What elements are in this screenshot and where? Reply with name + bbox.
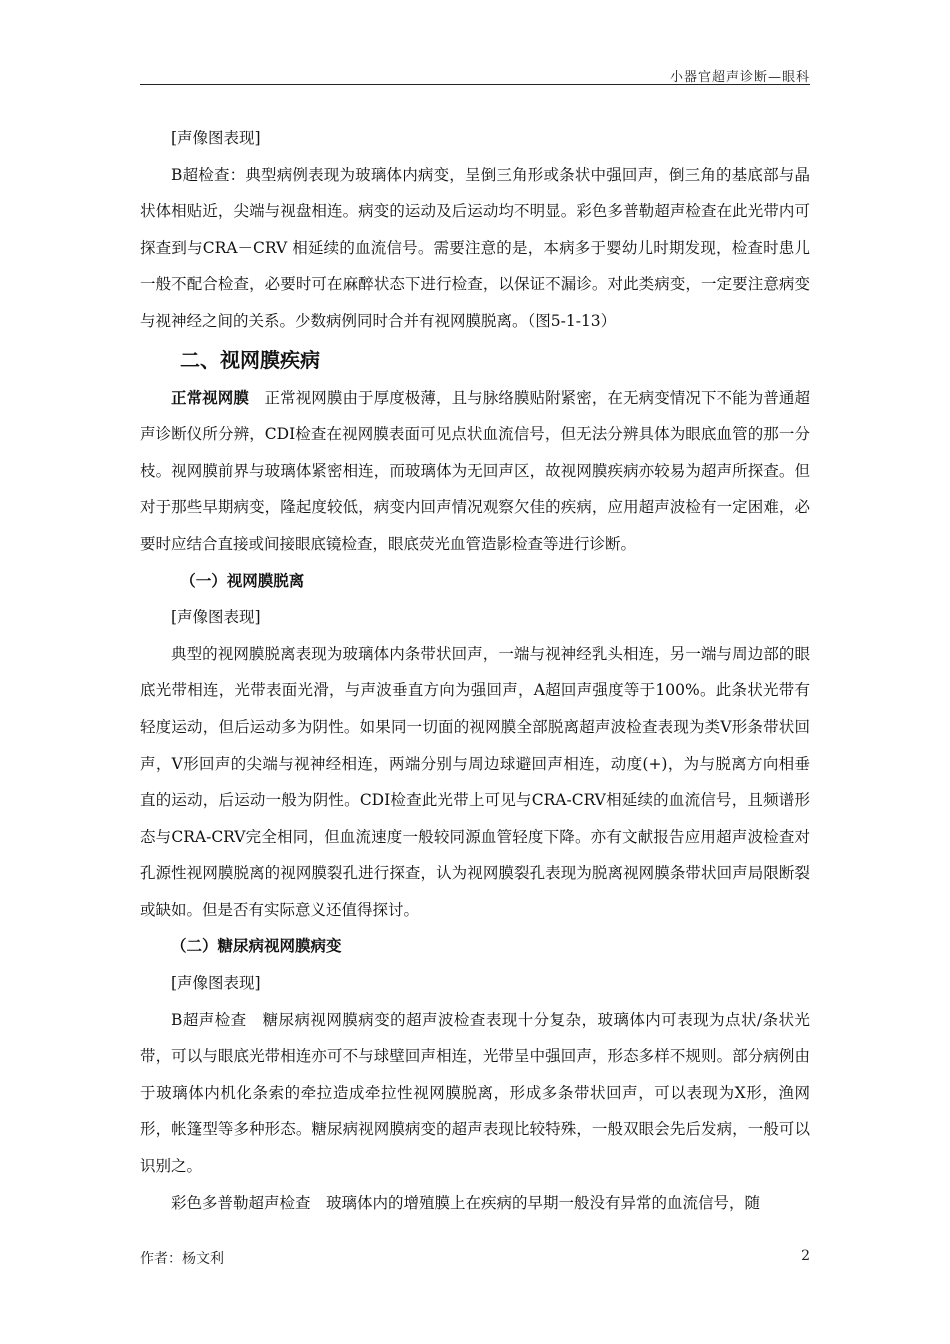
section-label: [声像图表现]: [171, 129, 261, 147]
section-label: [声像图表现]: [171, 974, 261, 993]
page-number: 2: [801, 1248, 810, 1264]
paragraph: [140, 380, 810, 563]
header-divider: [140, 84, 810, 85]
section-heading: 二、视网膜疾病: [180, 347, 320, 372]
section-label: [声像图表现]: [171, 608, 261, 627]
running-header: 小器官超声诊断—眼科: [669, 70, 810, 85]
footer-author: 作者：杨文利: [140, 1251, 224, 1267]
subsection-heading: （二）糖尿病视网膜病变: [171, 937, 342, 956]
paragraph: B超声检查 糖尿病视网膜病变的超声波检查表现十分复杂，玻璃体内可表现为点状/条状光带，可以与眼底光带相连亦可不与球壁回声相连，光带呈中强回声，形态多样不规则。部分病例由于玻璃体内机化条索的牵拉造成牵拉性视网膜脱离，形成多条带状回声，可以表现为X形，渔网形，帐篷型等多种形态。糖尿病视网膜病变的超声表现比较特殊，一般双眼会先后发病，一般可以识别之。: [140, 1010, 810, 1176]
paragraph: 典型的视网膜脱离表现为玻璃体内条带状回声，一端与视神经乳头相连，另一端与周边部的眼底光带相连，光带表面光滑，与声波垂直方向为强回声，A超回声强度等于100%。此条状光带有轻度运动，但后运动多为阴性。如果同一切面的视网膜全部脱离超声波检查表现为类V形条带状回声，V形回声的尖端与视神经相连，两端分别与周边球避回声相连，动度(+)，为与脱离方向相垂直的运动，后运动一般为阴性。CDI检查此光带上可见与CRA-CRV相延续的血流信号，且频谱形态与CRA-CRV完全相同，但血流速度一般较同源血管轻度下降。亦有文献报告应用超声波检查对孔源性视网膜脱离的视网膜裂孔进行探查，认为视网膜裂孔表现为脱离视网膜条带状回声局限断裂或缺如。但是否有实际意义还值得探讨。: [140, 644, 810, 919]
paragraph-lead: 正常视网膜: [171, 388, 249, 407]
paragraph: B超检查：典型病例表现为玻璃体内病变，呈倒三角形或条状中强回声，倒三角的基底部与晶状体相贴近，尖端与视盘相连。病变的运动及后运动均不明显。彩色多普勒超声检查在此光带内可探查到与CRA－CRV 相延续的血流信号。需要注意的是，本病多于婴幼儿时期发现，检查时患儿一般不配合检查，必要时可在麻醉状态下进行检查，以保证不漏诊。对此类病变，一定要注意病变与视神经之间的关系。少数病例同时合并有视网膜脱离。（图5-1-13）: [140, 165, 810, 330]
page-body: [140, 120, 810, 1221]
subsection-heading: （一）视网膜脱离: [180, 571, 305, 590]
paragraph: 彩色多普勒超声检查 玻璃体内的增殖膜上在疾病的早期一般没有异常的血流信号，随: [171, 1193, 761, 1212]
paragraph-text: 正常视网膜由于厚度极薄，且与脉络膜贴附紧密，在无病变情况下不能为普通超声诊断仪所分辨，CDI检查在视网膜表面可见点状血流信号，但无法分辨具体为眼底血管的那一分枝。视网膜前界与玻璃体紧密相连，而玻璃体为无回声区，故视网膜疾病亦较易为超声所探查。但对于那些早期病变，隆起度较低，病变内回声情况观察欠佳的疾病，应用超声波检有一定困难，必要时应结合直接或间接眼底镜检查，眼底荧光血管造影检查等进行诊断。: [140, 388, 810, 553]
